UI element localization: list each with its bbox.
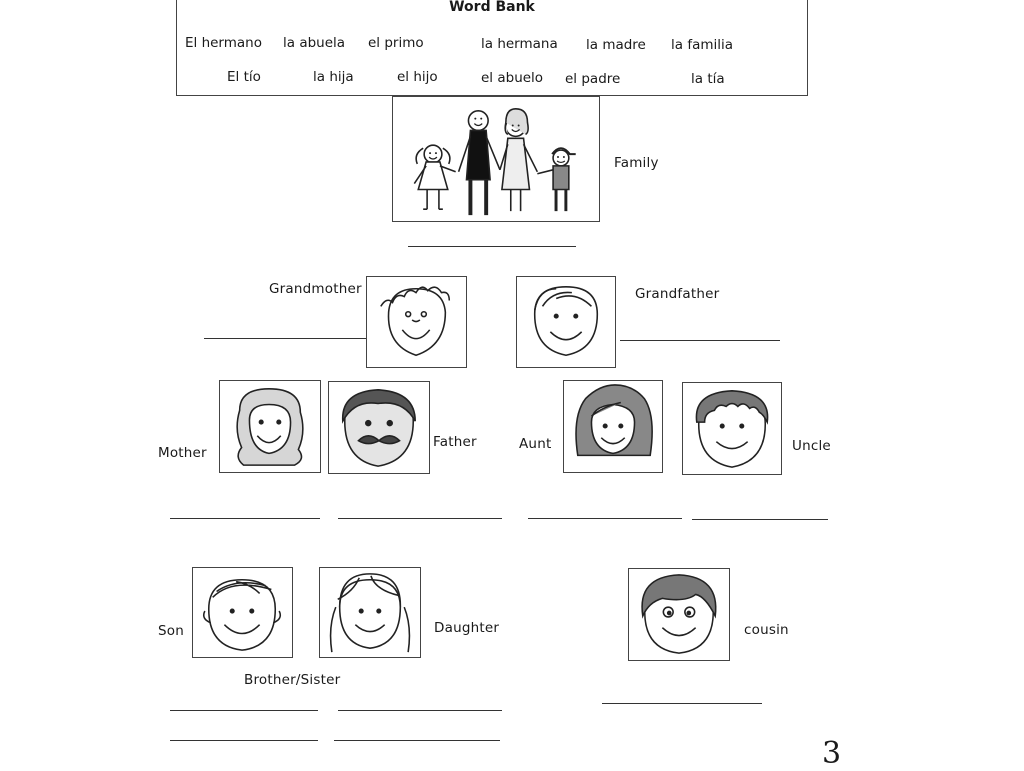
son-picture: [192, 567, 293, 658]
word-bank: [176, 0, 808, 96]
uncle-picture: [682, 382, 782, 475]
label-daughter: Daughter: [434, 620, 500, 636]
label-family: Family: [614, 155, 659, 171]
answer-line-sister[interactable]: [334, 740, 500, 741]
grandmother-face-icon: [367, 277, 466, 367]
answer-line-grandfather[interactable]: [620, 340, 780, 341]
word-bank-word: la hermana: [481, 36, 558, 52]
cousin-picture: [628, 568, 730, 661]
grandfather-picture: [516, 276, 616, 368]
daughter-picture: [319, 567, 421, 658]
son-face-icon: [193, 568, 292, 657]
word-bank-word: el primo: [368, 35, 424, 51]
label-brother-sister: Brother/Sister: [244, 672, 341, 688]
answer-line-uncle[interactable]: [692, 519, 828, 520]
word-bank-word: el hijo: [397, 69, 438, 85]
label-aunt: Aunt: [519, 436, 552, 452]
grandmother-picture: [366, 276, 467, 368]
label-mother-clip: [158, 442, 214, 461]
word-bank-word: la hija: [313, 69, 354, 85]
answer-line-aunt[interactable]: [528, 518, 682, 519]
word-bank-word: el abuelo: [481, 70, 544, 86]
answer-line-brother[interactable]: [170, 740, 318, 741]
answer-line-mother[interactable]: [170, 518, 320, 519]
label-uncle: Uncle: [792, 438, 831, 454]
family-picture: [392, 96, 600, 222]
label-son: Son: [158, 623, 184, 639]
word-bank-word: la tía: [691, 71, 725, 87]
answer-line-family[interactable]: [408, 246, 576, 247]
answer-line-grandmother[interactable]: [204, 338, 366, 339]
father-picture: [328, 381, 430, 474]
family-drawing: [393, 97, 599, 221]
word-bank-word: la abuela: [283, 35, 346, 51]
mother-face-icon: [220, 381, 320, 472]
aunt-face-icon: [564, 381, 662, 472]
grandfather-face-icon: [517, 277, 615, 367]
label-cousin: cousin: [744, 622, 789, 638]
father-face-icon: [329, 382, 429, 473]
word-bank-word: El hermano: [185, 35, 262, 51]
cousin-face-icon: [629, 569, 729, 660]
daughter-face-icon: [320, 568, 420, 657]
answer-line-son[interactable]: [170, 710, 318, 711]
answer-line-cousin[interactable]: [602, 703, 762, 704]
word-bank-word: la madre: [586, 37, 646, 53]
label-grandmother: Grandmother: [269, 281, 362, 297]
answer-line-father[interactable]: [338, 518, 502, 519]
mother-picture: [219, 380, 321, 473]
word-bank-title: Word Bank: [449, 0, 535, 15]
word-bank-word: la familia: [671, 37, 734, 53]
label-mother: Mother: [158, 445, 207, 461]
word-bank-word: El tío: [227, 69, 261, 85]
label-grandfather: Grandfather: [635, 286, 720, 302]
label-father: Father: [433, 434, 477, 450]
page-number: 3: [822, 736, 842, 771]
answer-line-daughter[interactable]: [338, 710, 502, 711]
word-bank-word: el padre: [565, 71, 621, 87]
uncle-face-icon: [683, 383, 781, 474]
aunt-picture: [563, 380, 663, 473]
label-son-clip: [158, 620, 186, 639]
